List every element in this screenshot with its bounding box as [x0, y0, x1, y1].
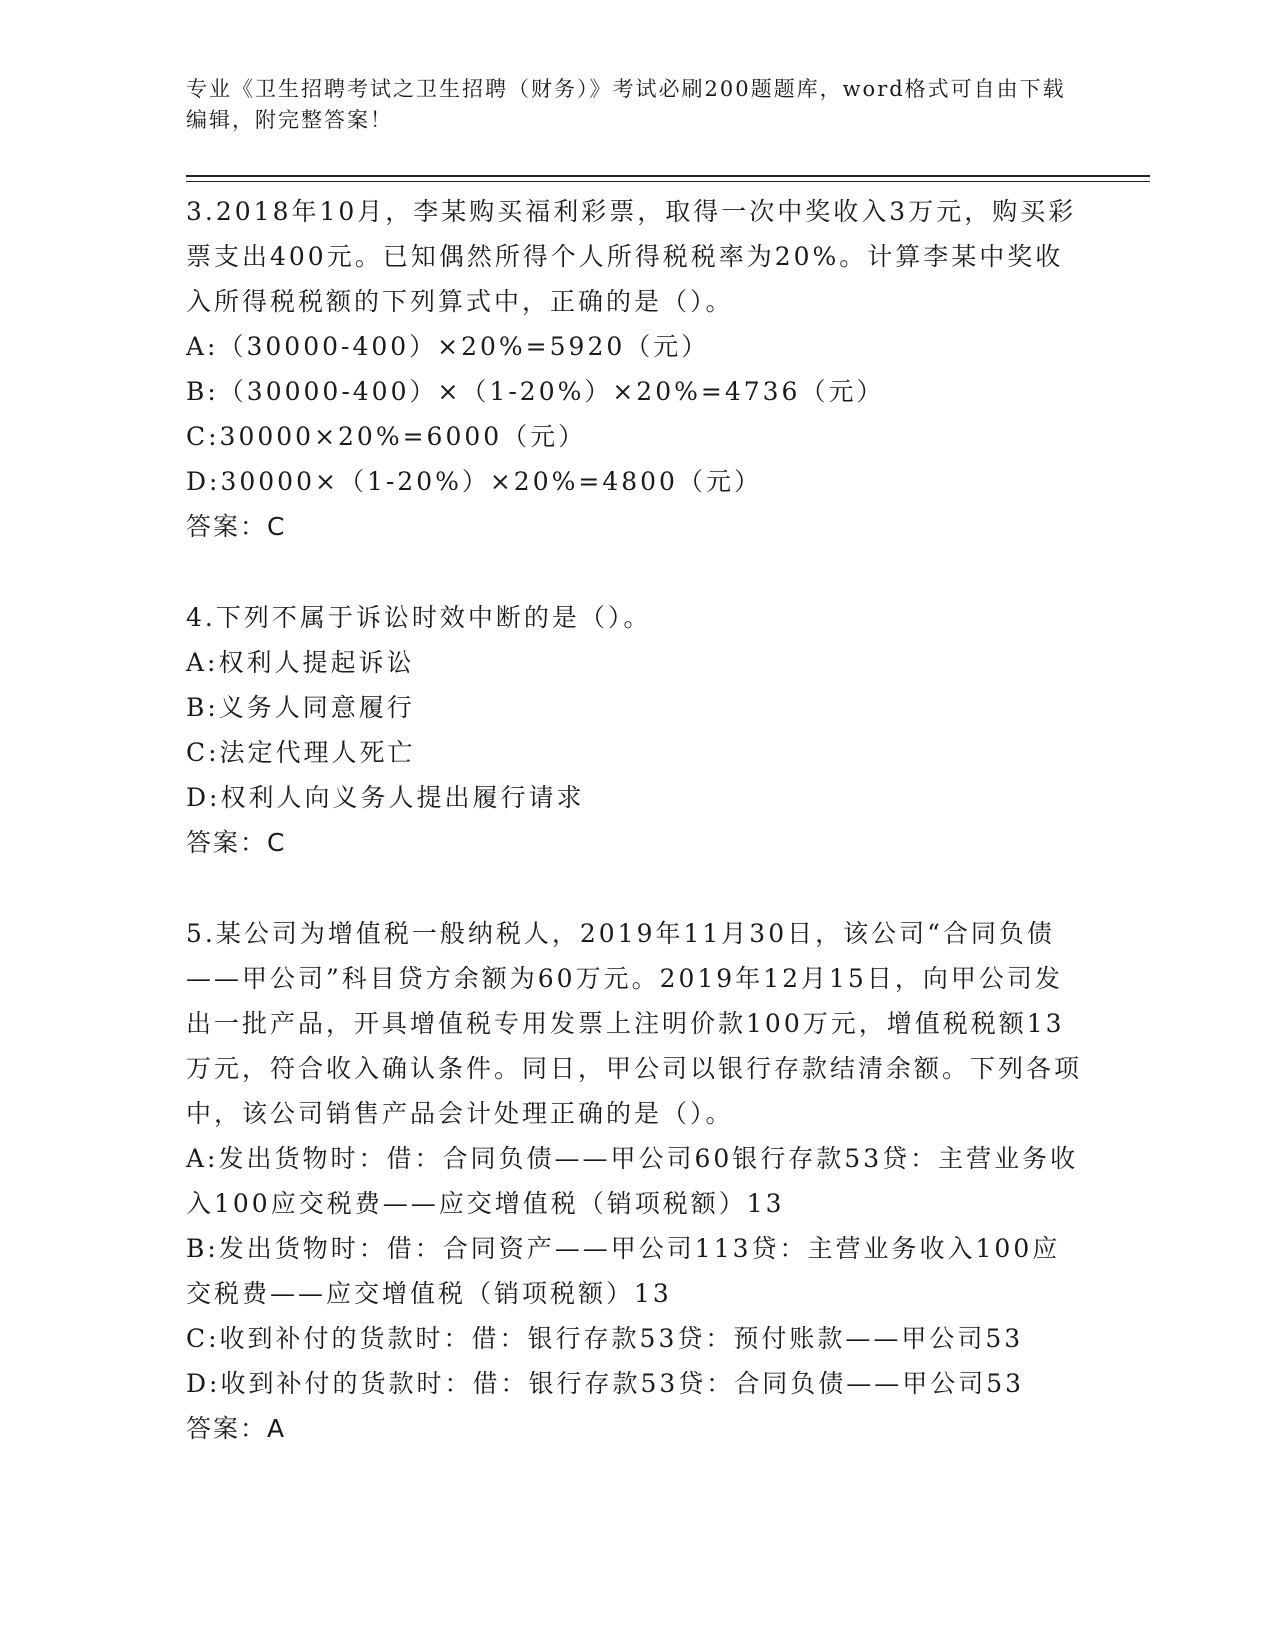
spacer [186, 865, 1086, 911]
option-d: D:30000×（1-20%）×20%=4800（元） [186, 467, 762, 496]
option-c: C:法定代理人死亡 [186, 738, 416, 767]
spacer [186, 549, 1086, 595]
header-rule-thin [186, 181, 1150, 182]
question-list [186, 189, 1086, 1451]
option-d: D:收到补付的货款时：借：银行存款53贷：合同负债——甲公司53 [186, 1369, 1025, 1398]
question-stem: 4.下列不属于诉讼时效中断的是（）。 [186, 603, 652, 632]
document-header: 专业《卫生招聘考试之卫生招聘（财务）》考试必刷200题题库，word格式可自由下载编辑，附完整答案！ [186, 77, 1066, 132]
answer-line: 答案：C [186, 512, 287, 541]
question-4 [186, 595, 1086, 865]
question-stem: 3.2018年10月，李某购买福利彩票，取得一次中奖收入3万元，购买彩票支出400元。已知偶然所得个人所得税税率为20%。计算李某中奖收入所得税税额的下列算式中，正确的是（）。 [186, 197, 1077, 316]
option-d: D:权利人向义务人提出履行请求 [186, 783, 585, 812]
answer-line: 答案：C [186, 828, 287, 857]
option-c: C:收到补付的货款时：借：银行存款53贷：预付账款——甲公司53 [186, 1324, 1024, 1353]
answer-line: 答案：A [186, 1414, 287, 1443]
option-b: B:（30000-400）×（1-20%）×20%=4736（元） [186, 377, 885, 406]
option-b: B:发出货物时：借：合同资产——甲公司113贷：主营业务收入100应交税费——应交增值税（销项税额）13 [186, 1234, 1061, 1308]
option-a: A:（30000-400）×20%=5920（元） [186, 332, 710, 361]
question-5 [186, 911, 1086, 1451]
option-a: A:权利人提起诉讼 [186, 648, 415, 677]
question-stem: 5.某公司为增值税一般纳税人，2019年11月30日，该公司“合同负债——甲公司”科目贷方余额为60万元。2019年12月15日，向甲公司发出一批产品，开具增值税专用发票上注明价款100万元，增值税税额13万元，符合收入确认条件。同日，甲公司以银行存款结清余额。下列各项中，该公司销售产品会计处理正确的是（）。 [186, 919, 1083, 1128]
option-b: B:义务人同意履行 [186, 693, 415, 722]
option-a: A:发出货物时：借：合同负债——甲公司60银行存款53贷：主营业务收入100应交税费——应交增值税（销项税额）13 [186, 1144, 1079, 1218]
header-rule-thick [186, 175, 1150, 177]
question-3 [186, 189, 1086, 549]
option-c: C:30000×20%=6000（元） [186, 422, 587, 451]
